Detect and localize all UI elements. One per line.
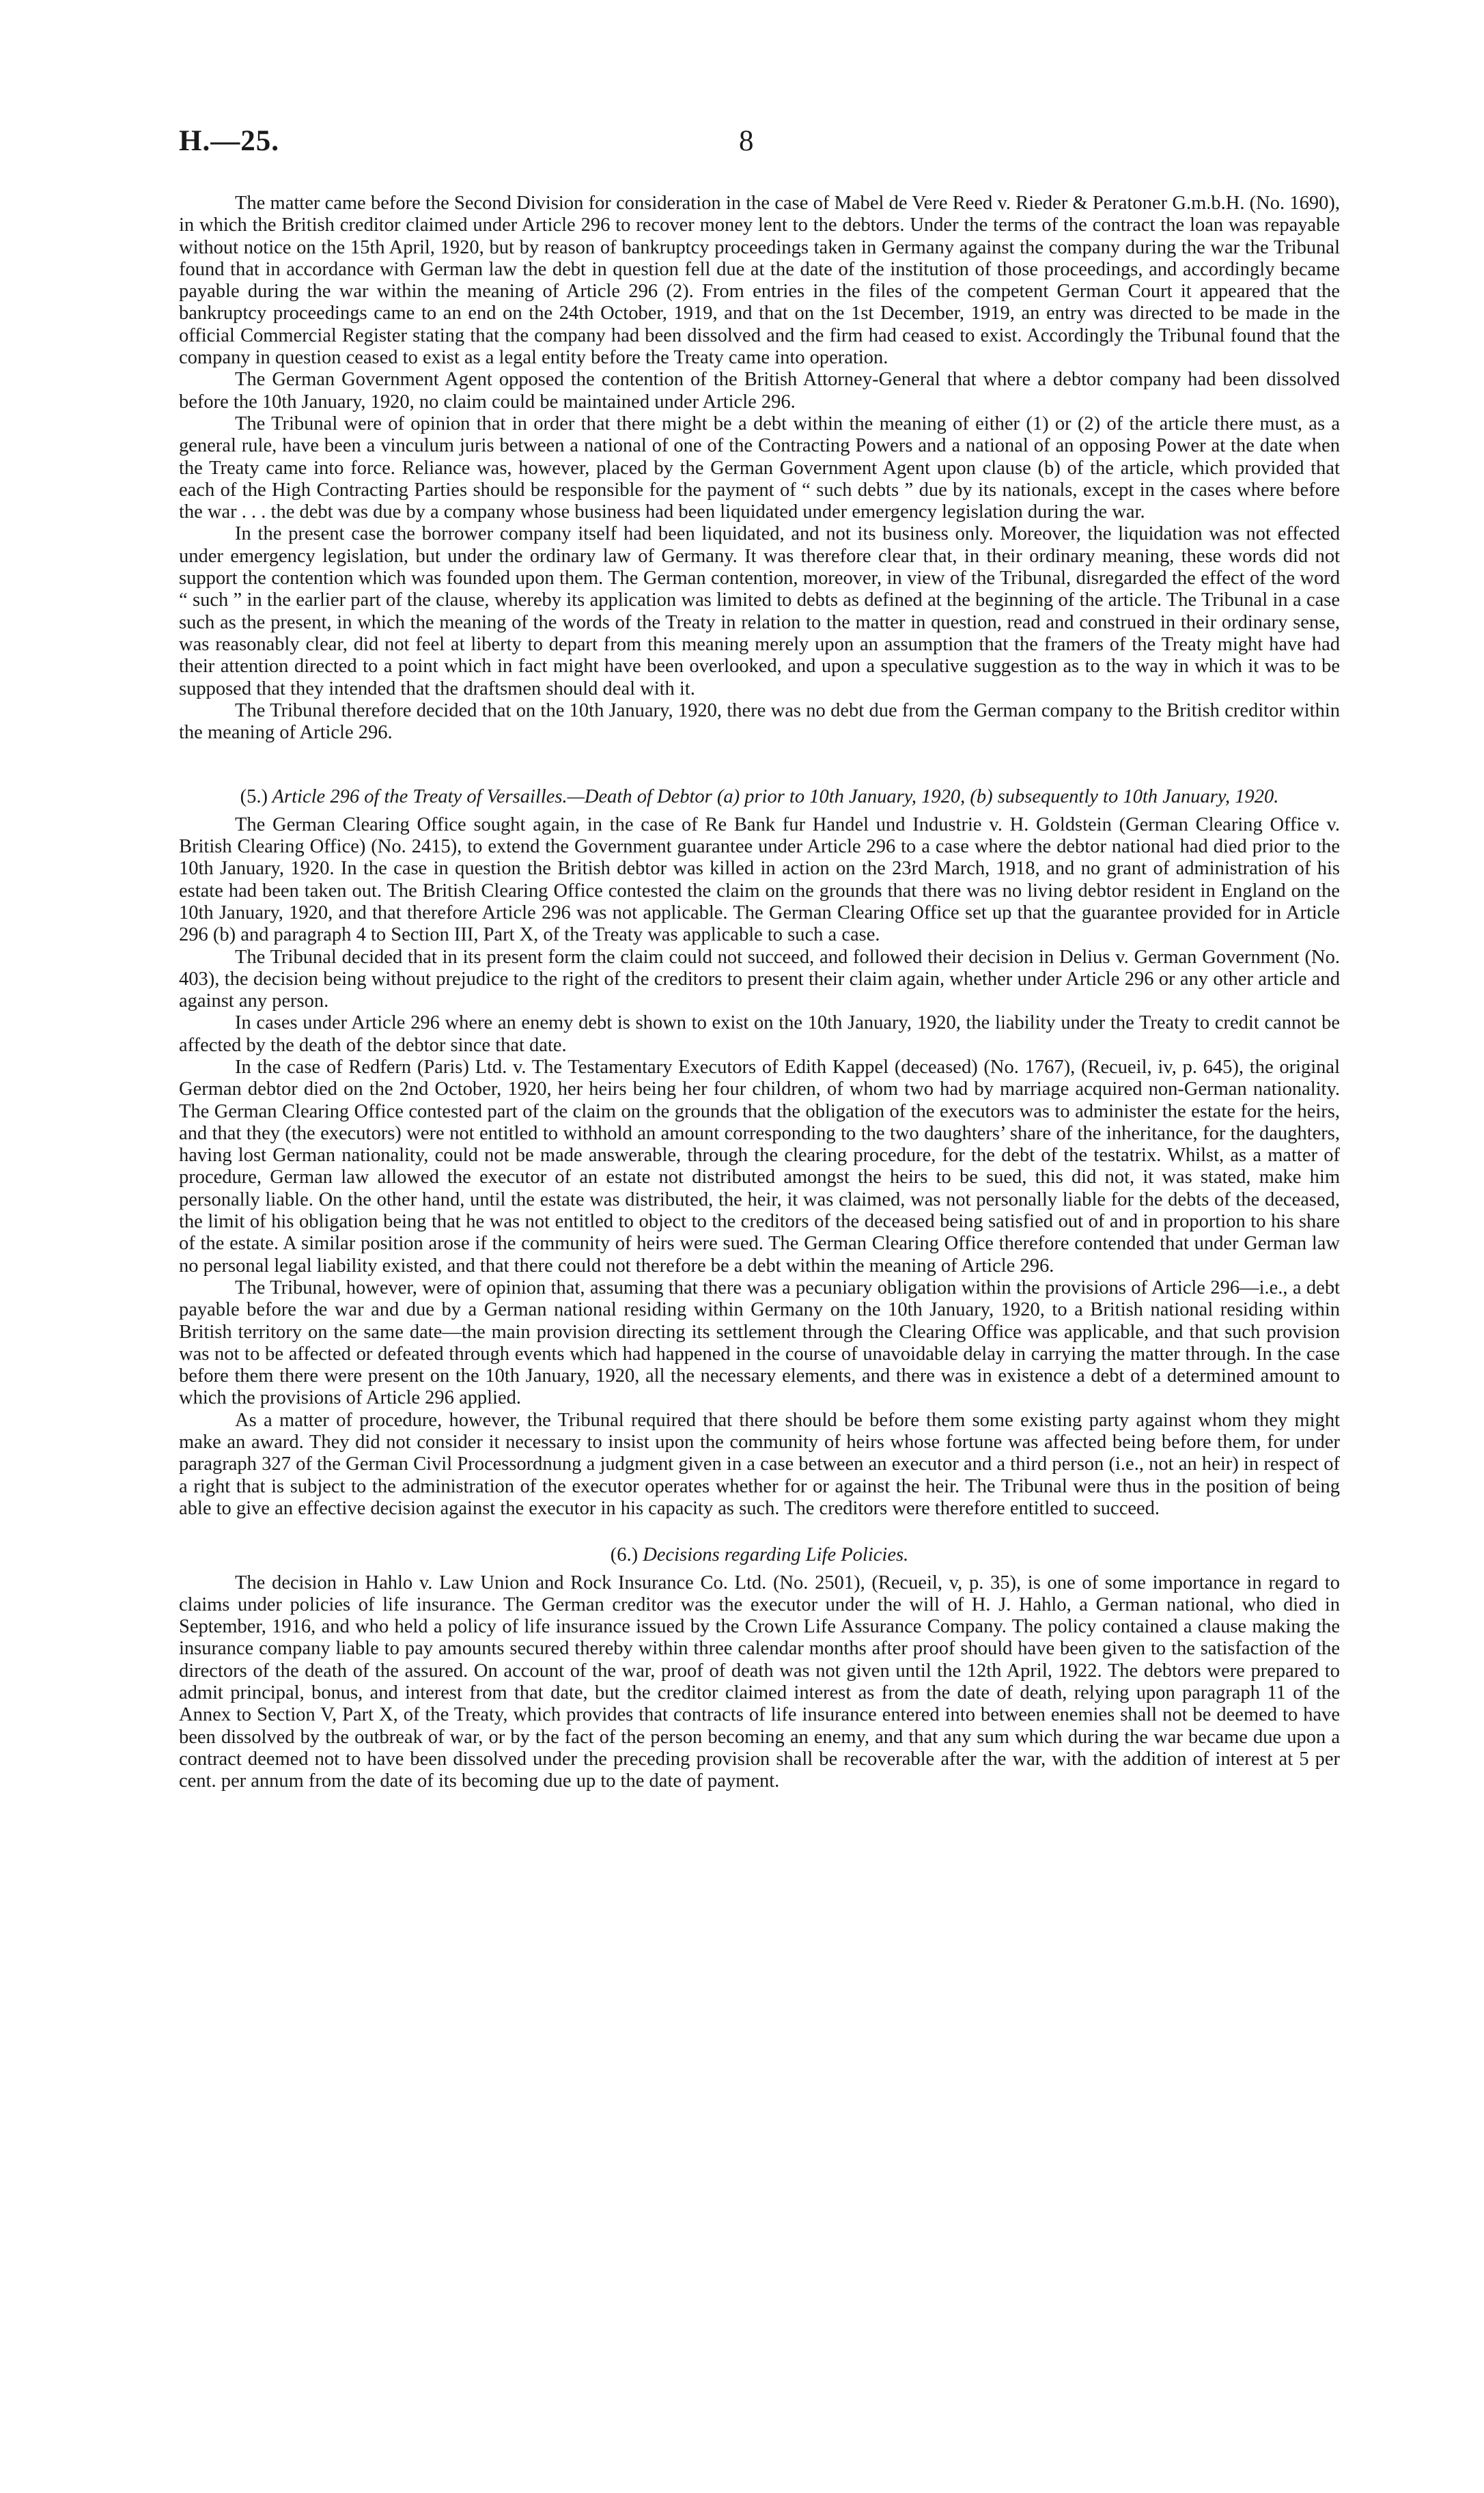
page-number: 8 [739, 125, 754, 157]
section-heading-5 [179, 786, 1340, 808]
section-heading-6 [179, 1544, 1340, 1566]
paragraph: In the present case the borrower company itself had been liquidated, and not its business only. Moreover, the liquidation was not effected under emergency legislation, but under the ordinary law of Germany. It was therefore clear that, in their ordinary meaning, these words did not support the contention which was founded upon them. The German contention, moreover, in view of the Tribunal, disregarded the effect of the word “ such ” in the earlier part of the clause, whereby its application was limited to debts as defined at the beginning of the article. The Tribunal in a case such as the present, in which the meaning of the words of the Treaty in relation to the matter in question, read and construed in their ordinary sense, was reasonably clear, did not feel at liberty to depart from this meaning merely upon an assumption that the framers of the Treaty might have had their attention directed to a point which in fact might have been overlooked, and upon a speculative suggestion as to the way in which it was to be supposed that they intended that the draftsmen should deal with it. [179, 523, 1340, 699]
section-title: Decisions regarding Life Policies. [643, 1544, 909, 1566]
paragraph: The Tribunal decided that in its present form the claim could not succeed, and followed their decision in Delius v. German Government (No. 403), the decision being without prejudice to the right of the creditors to present their claim again, whether under Article 296 or any other article and against any person. [179, 946, 1340, 1012]
page-header [179, 124, 1305, 165]
paragraph: As a matter of procedure, however, the Tribunal required that there should be before them some existing party against whom they might make an award. They did not consider it necessary to insist upon the community of heirs whose fortune was affected being before them, for under paragraph 327 of the German Civil Processordnung a judgment given in a case between an executor and a third person (i.e., not an heir) in respect of a right that is subject to the administration of the executor operates whether for or against the heir. The Tribunal were thus in the position of being able to give an effective decision against the executor in his capacity as such. The creditors were therefore entitled to succeed. [179, 1409, 1340, 1519]
section-number: (5.) [240, 786, 268, 808]
paragraph: The German Clearing Office sought again, in the case of Re Bank fur Handel und Industrie v. H. Goldstein (German Clearing Office v. British Clearing Office) (No. 2415), to extend the Government guarantee under Article 296 to a case where the debtor national had died prior to the 10th January, 1920. In the case in question the British debtor was killed in action on the 23rd March, 1918, and no grant of administration of his estate had been taken out. The British Clearing Office contested the claim on the grounds that there was no living debtor resident in England on the 10th January, 1920, and that therefore Article 296 was not applicable. The German Clearing Office set up that the guarantee provided for in Article 296 (b) and paragraph 4 to Section III, Part X, of the Treaty was applicable to such a case. [179, 813, 1340, 946]
paragraph: In cases under Article 296 where an enemy debt is shown to exist on the 10th January, 1920, the liability under the Treaty to credit cannot be affected by the death of the debtor since that date. [179, 1012, 1340, 1056]
paragraph: The German Government Agent opposed the contention of the British Attorney-General that where a debtor company had been dissolved before the 10th January, 1920, no claim could be maintained under Article 296. [179, 369, 1340, 413]
section-title: Article 296 of the Treaty of Versailles.—Death of Debtor (a) prior to 10th January, 1920, (b) subsequently to 10th January, 1920. [272, 786, 1279, 808]
paragraph: The Tribunal, however, were of opinion that, assuming that there was a pecuniary obligation within the provisions of Article 296—i.e., a debt payable before the war and due by a German national residing within Germany on the 10th January, 1920, to a British national residing within British territory on the same date—the main provision directing its settlement through the Clearing Office was applicable, and that such provision was not to be affected or defeated through events which had happened in the course of unavoidable delay in carrying the matter through. In the case before them there were present on the 10th January, 1920, all the necessary elements, and there was in existence a debt of a determined amount to which the provisions of Article 296 applied. [179, 1277, 1340, 1409]
section-number: (6.) [610, 1544, 639, 1566]
paragraph: The Tribunal therefore decided that on the 10th January, 1920, there was no debt due from the German company to the British creditor within the meaning of Article 296. [179, 699, 1340, 744]
paragraph: The matter came before the Second Division for consideration in the case of Mabel de Vere Reed v. Rieder & Peratoner G.m.b.H. (No. 1690), in which the British creditor claimed under Article 296 to recover money lent to the debtors. Under the terms of the contract the loan was repayable without notice on the 15th April, 1920, but by reason of bankruptcy proceedings taken in Germany against the company during the war the Tribunal found that in accordance with German law the debt in question fell due at the date of the institution of those proceedings, and accordingly became payable during the war within the meaning of Article 296 (2). From entries in the files of the competent German Court it appeared that the bankruptcy proceedings came to an end on the 24th October, 1919, and that on the 1st December, 1919, an entry was directed to be made in the official Commercial Register stating that the company had been dissolved and the firm had ceased to exist. Accordingly the Tribunal found that the company in question ceased to exist as a legal entity before the Treaty came into operation. [179, 193, 1340, 369]
document-reference: H.—25. [179, 125, 279, 157]
paragraph: In the case of Redfern (Paris) Ltd. v. The Testamentary Executors of Edith Kappel (deceased) (No. 1767), (Recueil, iv, p. 645), the original German debtor died on the 2nd October, 1920, her heirs being her four children, of whom two had by marriage acquired non-German nationality. The German Clearing Office contested part of the claim on the grounds that the obligation of the executors was to administer the estate for the heirs, and that they (the executors) were not entitled to withhold an amount corresponding to the two daughters’ share of the inheritance, for the daughters, having lost German nationality, could not be made answerable, through the clearing procedure, for the debt of the testatrix. Whilst, as a matter of procedure, German law allowed the executor of an estate not distributed amongst the heirs to be sued, this did not, it was stated, make him personally liable. On the other hand, until the estate was distributed, the heir, it was claimed, was not personally liable for the debts of the deceased, the limit of his obligation being that he was not entitled to object to the creditors of the deceased being satisfied out of and in proportion to his share of the estate. A similar position arose if the community of heirs were sued. The German Clearing Office therefore contended that under German law no personal legal liability existed, and that there could not therefore be a debt within the meaning of Article 296. [179, 1056, 1340, 1277]
paragraph: The decision in Hahlo v. Law Union and Rock Insurance Co. Ltd. (No. 2501), (Recueil, v, p. 35), is one of some importance in regard to claims under policies of life insurance. The German creditor was the executor under the will of H. J. Hahlo, a German national, who died in September, 1916, and who held a policy of life insurance issued by the Crown Life Assurance Company. The policy contained a clause making the insurance company liable to pay amounts secured thereby within three calendar months after proof should have been given to the satisfaction of the directors of the death of the assured. On account of the war, proof of death was not given until the 12th April, 1922. The debtors were prepared to admit principal, bonus, and interest from that date, but the creditor claimed interest as from the date of death, relying upon paragraph 11 of the Annex to Section V, Part X, of the Treaty, which provides that contracts of life insurance entered into between enemies shall not be deemed to have been dissolved by the outbreak of war, or by the fact of the person becoming an enemy, and that any sum which during the war became due upon a contract deemed not to have been dissolved under the preceding provision shall be recoverable after the war, with the addition of interest at 5 per cent. per annum from the date of its becoming due up to the date of payment. [179, 1572, 1340, 1792]
document-body [179, 193, 1340, 1792]
paragraph: The Tribunal were of opinion that in order that there might be a debt within the meaning of either (1) or (2) of the article there must, as a general rule, have been a vinculum juris between a national of one of the Contracting Powers and a national of an opposing Power at the date when the Treaty came into force. Reliance was, however, placed by the German Government Agent upon clause (b) of the article, which provided that each of the High Contracting Parties should be responsible for the payment of “ such debts ” due by its nationals, except in the cases where before the war . . . the debt was due by a company whose business had been liquidated under emergency legislation during the war. [179, 413, 1340, 523]
